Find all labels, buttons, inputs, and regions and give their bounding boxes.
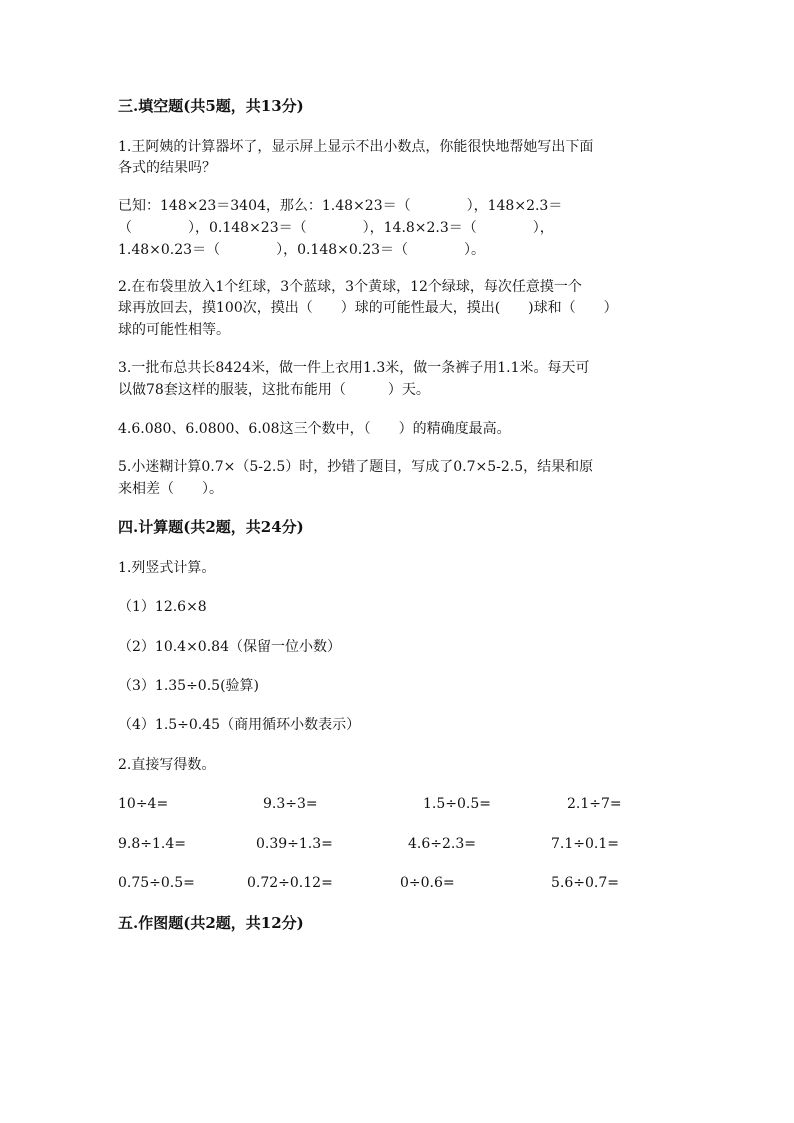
q1-text-line3: 已知：148×23＝3404，那么：1.48×23＝（ ），148×2.3＝ xyxy=(118,198,563,214)
mental-math-cell: 0.75÷0.5= xyxy=(118,875,195,891)
q1-text-line2: 各式的结果吗？ xyxy=(118,160,216,176)
q2-text-line1: 2.在布袋里放入1个红球，3个蓝球，3个黄球，12个绿球，每次任意摸一个 xyxy=(118,279,582,295)
calc-q1-item: （2）10.4×0.84（保留一位小数） xyxy=(118,639,341,655)
mental-math-cell: 5.6÷0.7= xyxy=(551,875,619,891)
q1-text-line5: 1.48×0.23＝（ ），0.148×0.23＝（ ）。 xyxy=(118,242,486,258)
q2-text-line3: 球的可能性相等。 xyxy=(118,322,230,338)
calc-q1-item: （1）12.6×8 xyxy=(118,599,207,615)
calc-q1-item: （4）1.5÷0.45（商用循环小数表示） xyxy=(118,717,361,733)
mental-math-cell: 9.8÷1.4= xyxy=(118,836,186,852)
q4-text-line1: 4.6.080、6.0800、6.08这三个数中，（ ）的精确度最高。 xyxy=(118,421,511,437)
q1-text-line4: （ ），0.148×23＝（ ），14.8×2.3＝（ ）， xyxy=(118,220,554,236)
mental-math-cell: 0÷0.6= xyxy=(400,875,455,891)
q3-text-line2: 以做78套这样的服装，这批布能用（ ）天。 xyxy=(118,382,430,398)
mental-math-cell: 10÷4= xyxy=(118,796,169,812)
mental-math-cell: 4.6÷2.3= xyxy=(408,836,476,852)
section4-heading: 四.计算题(共2题，共24分) xyxy=(118,518,304,536)
calc-q2-title: 2.直接写得数。 xyxy=(118,757,216,773)
q3-text-line1: 3.一批布总共长8424米，做一件上衣用1.3米，做一条裤子用1.1米。每天可 xyxy=(118,360,590,376)
mental-math-cell: 2.1÷7= xyxy=(567,796,622,812)
mental-math-cell: 0.39÷1.3= xyxy=(256,836,333,852)
calc-q1-title: 1.列竖式计算。 xyxy=(118,560,216,576)
mental-math-cell: 9.3÷3= xyxy=(263,796,318,812)
q2-text-line2: 球再放回去，摸100次，摸出（ ）球的可能性最大，摸出( )球和（ ） xyxy=(118,300,618,316)
mental-math-cell: 0.72÷0.12= xyxy=(247,875,333,891)
mental-math-cell: 1.5÷0.5= xyxy=(423,796,491,812)
calc-q1-item: （3）1.35÷0.5(验算) xyxy=(118,678,259,694)
q5-text-line2: 来相差（ ）。 xyxy=(118,481,223,497)
q5-text-line1: 5.小迷糊计算0.7×（5-2.5）时，抄错了题目，写成了0.7×5-2.5，结果和原 xyxy=(118,459,594,475)
mental-math-cell: 7.1÷0.1= xyxy=(551,836,619,852)
section3-heading: 三.填空题(共5题，共13分) xyxy=(118,97,304,115)
q1-text-line1: 1.王阿姨的计算器坏了，显示屏上显示不出小数点，你能很快地帮她写出下面 xyxy=(118,139,594,155)
section5-heading: 五.作图题(共2题，共12分) xyxy=(118,914,304,932)
